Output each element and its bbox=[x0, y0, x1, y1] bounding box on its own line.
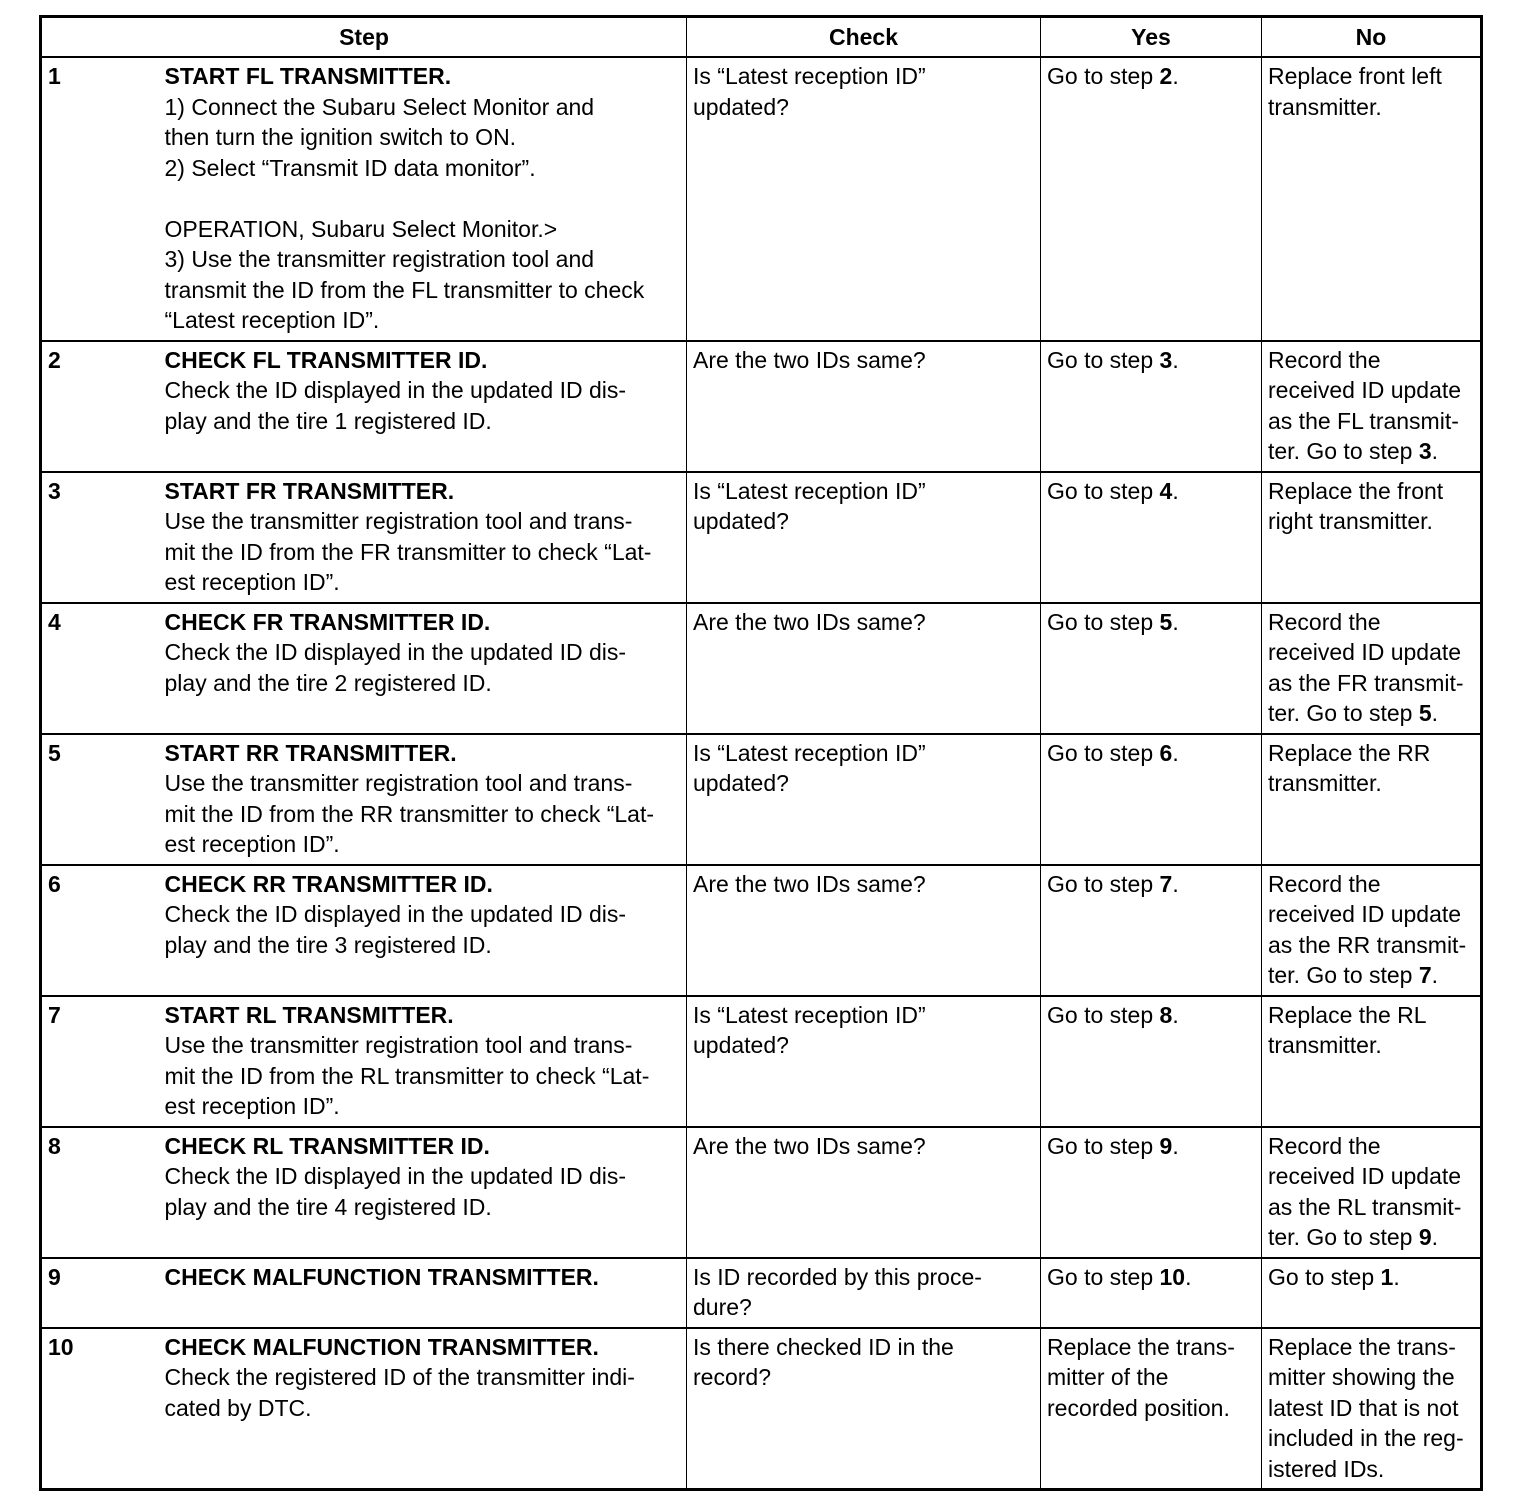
no-line: latest ID that is not bbox=[1268, 1394, 1459, 1421]
no-goto-text: ter. Go to step bbox=[1268, 700, 1419, 726]
no-cell bbox=[1262, 1328, 1482, 1490]
yes-goto-step-number: 5 bbox=[1159, 608, 1173, 635]
header-check: Check bbox=[687, 17, 1041, 58]
no-line: Replace the trans- bbox=[1268, 1333, 1456, 1360]
yes-goto-period: . bbox=[1172, 739, 1179, 766]
no-line: received ID update bbox=[1268, 1163, 1462, 1189]
step-title: CHECK FR TRANSMITTER ID. bbox=[164, 608, 491, 635]
step-number: 6 bbox=[41, 865, 159, 996]
step-title: START RR TRANSMITTER. bbox=[164, 739, 457, 766]
step-description bbox=[159, 1328, 687, 1490]
no-line: transmitter. bbox=[1268, 93, 1382, 120]
check-line: record? bbox=[693, 1364, 771, 1390]
no-cell bbox=[1262, 865, 1482, 996]
yes-goto-step-number: 10 bbox=[1159, 1263, 1186, 1290]
step-desc-line: est reception ID”. bbox=[164, 569, 340, 595]
no-line: Replace the RL bbox=[1268, 1001, 1427, 1028]
no-goto-text: ter. Go to step bbox=[1268, 438, 1419, 464]
no-goto-step-number: 5 bbox=[1418, 700, 1432, 726]
table-row bbox=[41, 996, 1482, 1127]
yes-goto-text: Go to step bbox=[1047, 477, 1160, 504]
step-number: 2 bbox=[41, 341, 159, 472]
yes-goto-period: . bbox=[1172, 608, 1179, 635]
yes-goto-text: Go to step bbox=[1047, 608, 1160, 635]
step-desc-line: mit the ID from the FR transmitter to check “Lat- bbox=[164, 538, 652, 565]
yes-goto-text: Go to step bbox=[1047, 1132, 1160, 1159]
yes-goto bbox=[1047, 1131, 1256, 1162]
step-number: 4 bbox=[41, 603, 159, 734]
step-number: 8 bbox=[41, 1127, 159, 1258]
check-line: Is “Latest reception ID” bbox=[693, 477, 926, 504]
table-row bbox=[41, 472, 1482, 603]
step-desc-line: 3) Use the transmitter registration tool and bbox=[164, 246, 595, 272]
step-title: CHECK RR TRANSMITTER ID. bbox=[164, 870, 493, 897]
header-step: Step bbox=[41, 17, 687, 58]
table-row bbox=[41, 1328, 1482, 1490]
check-line: Are the two IDs same? bbox=[693, 1132, 926, 1159]
step-desc-line: est reception ID”. bbox=[164, 831, 340, 857]
yes-cell bbox=[1041, 1328, 1262, 1490]
check-cell bbox=[687, 1258, 1041, 1328]
yes-goto-period: . bbox=[1185, 1263, 1192, 1290]
no-goto-period: . bbox=[1431, 962, 1439, 988]
step-desc-line: OPERATION, Subaru Select Monitor.> bbox=[164, 215, 558, 242]
yes-line: Replace the trans- bbox=[1047, 1333, 1235, 1360]
yes-goto-period: . bbox=[1172, 1001, 1179, 1028]
check-line: Is “Latest reception ID” bbox=[693, 1001, 926, 1028]
step-desc-line: cated by DTC. bbox=[164, 1394, 312, 1421]
no-goto-step-number: 7 bbox=[1418, 962, 1432, 988]
no-cell bbox=[1262, 341, 1482, 472]
step-description bbox=[159, 341, 687, 472]
no-goto-period: . bbox=[1393, 1263, 1400, 1290]
no-goto bbox=[1268, 960, 1475, 991]
check-cell bbox=[687, 603, 1041, 734]
no-line: transmitter. bbox=[1268, 770, 1382, 796]
check-line: Is “Latest reception ID” bbox=[693, 63, 926, 89]
step-description bbox=[159, 603, 687, 734]
yes-cell bbox=[1041, 57, 1262, 341]
yes-goto-step-number: 8 bbox=[1159, 1001, 1173, 1028]
check-line: updated? bbox=[693, 93, 789, 120]
yes-goto-text: Go to step bbox=[1047, 63, 1160, 89]
no-line: right transmitter. bbox=[1268, 508, 1433, 534]
check-cell bbox=[687, 865, 1041, 996]
step-description bbox=[159, 472, 687, 603]
step-title: CHECK RL TRANSMITTER ID. bbox=[164, 1132, 490, 1159]
step-description bbox=[159, 57, 687, 341]
table-row bbox=[41, 865, 1482, 996]
check-line: Are the two IDs same? bbox=[693, 870, 926, 897]
diagnostic-procedure-table bbox=[39, 15, 1483, 1491]
check-cell bbox=[687, 996, 1041, 1127]
no-goto-step-number: 9 bbox=[1418, 1224, 1432, 1250]
table-row bbox=[41, 1258, 1482, 1328]
step-title: START RL TRANSMITTER. bbox=[164, 1001, 454, 1028]
yes-goto-step-number: 2 bbox=[1159, 63, 1173, 89]
step-description bbox=[159, 865, 687, 996]
step-desc-line: then turn the ignition switch to ON. bbox=[164, 124, 517, 150]
no-line: Record the bbox=[1268, 608, 1381, 635]
step-description bbox=[159, 1258, 687, 1328]
yes-goto-step-number: 4 bbox=[1159, 477, 1173, 504]
check-cell bbox=[687, 57, 1041, 341]
step-description bbox=[159, 734, 687, 865]
check-cell bbox=[687, 1127, 1041, 1258]
yes-goto bbox=[1047, 738, 1256, 769]
header-no: No bbox=[1262, 17, 1482, 58]
step-title: CHECK MALFUNCTION TRANSMITTER. bbox=[164, 1263, 599, 1290]
step-number: 10 bbox=[41, 1328, 159, 1490]
yes-goto-step-number: 6 bbox=[1159, 739, 1173, 766]
yes-goto-period: . bbox=[1172, 346, 1179, 373]
yes-goto bbox=[1047, 1000, 1256, 1031]
table-row bbox=[41, 603, 1482, 734]
step-desc-line: mit the ID from the RL transmitter to check “Lat- bbox=[164, 1062, 650, 1089]
no-line: mitter showing the bbox=[1268, 1364, 1455, 1390]
yes-cell bbox=[1041, 1258, 1262, 1328]
yes-goto-text: Go to step bbox=[1047, 739, 1160, 766]
yes-goto-step-number: 9 bbox=[1159, 1132, 1173, 1159]
step-desc-line: Check the ID displayed in the updated ID dis- bbox=[164, 377, 627, 403]
no-line: included in the reg- bbox=[1268, 1425, 1464, 1451]
step-title: CHECK FL TRANSMITTER ID. bbox=[164, 346, 488, 373]
no-goto-period: . bbox=[1431, 700, 1439, 726]
no-goto-period: . bbox=[1431, 438, 1439, 464]
no-goto-step-number: 1 bbox=[1380, 1263, 1394, 1290]
check-line: Are the two IDs same? bbox=[693, 346, 926, 373]
no-goto-step-number: 3 bbox=[1418, 438, 1432, 464]
yes-goto-step-number: 7 bbox=[1159, 870, 1173, 897]
check-line: updated? bbox=[693, 1032, 789, 1058]
no-goto-period: . bbox=[1431, 1224, 1439, 1250]
no-line: transmitter. bbox=[1268, 1032, 1382, 1058]
no-line: Replace front left bbox=[1268, 63, 1442, 89]
yes-goto bbox=[1047, 61, 1256, 92]
yes-goto-period: . bbox=[1172, 1132, 1179, 1159]
yes-cell bbox=[1041, 865, 1262, 996]
no-goto bbox=[1268, 698, 1475, 729]
step-number: 1 bbox=[41, 57, 159, 341]
step-desc-line: Check the ID displayed in the updated ID dis- bbox=[164, 901, 627, 927]
check-line: Is “Latest reception ID” bbox=[693, 739, 926, 766]
yes-cell bbox=[1041, 341, 1262, 472]
step-desc-line: Use the transmitter registration tool and trans- bbox=[164, 508, 633, 534]
no-line: Replace the RR bbox=[1268, 739, 1431, 766]
yes-cell bbox=[1041, 603, 1262, 734]
table-row bbox=[41, 1127, 1482, 1258]
yes-goto-period: . bbox=[1172, 63, 1179, 89]
no-cell bbox=[1262, 1127, 1482, 1258]
no-goto bbox=[1268, 1262, 1475, 1293]
table-row bbox=[41, 57, 1482, 341]
no-cell bbox=[1262, 57, 1482, 341]
yes-goto bbox=[1047, 869, 1256, 900]
step-desc-line: play and the tire 3 registered ID. bbox=[164, 931, 492, 958]
header-row bbox=[41, 17, 1482, 58]
step-desc-line: mit the ID from the RR transmitter to check “Lat- bbox=[164, 800, 655, 827]
step-desc-line: “Latest reception ID”. bbox=[164, 307, 380, 333]
table-row bbox=[41, 341, 1482, 472]
yes-goto-period: . bbox=[1172, 870, 1179, 897]
no-cell bbox=[1262, 603, 1482, 734]
step-desc-line: play and the tire 4 registered ID. bbox=[164, 1193, 492, 1220]
table-row bbox=[41, 734, 1482, 865]
table-body bbox=[41, 57, 1482, 1490]
check-line: Is ID recorded by this proce- bbox=[693, 1263, 982, 1290]
step-desc-line: 2) Select “Transmit ID data monitor”. bbox=[164, 154, 536, 181]
no-line: received ID update bbox=[1268, 377, 1462, 403]
check-cell bbox=[687, 341, 1041, 472]
yes-goto bbox=[1047, 607, 1256, 638]
yes-goto-period: . bbox=[1172, 477, 1179, 504]
yes-goto-text: Go to step bbox=[1047, 1263, 1160, 1290]
step-title: START FL TRANSMITTER. bbox=[164, 63, 452, 89]
header-yes: Yes bbox=[1041, 17, 1262, 58]
step-number: 5 bbox=[41, 734, 159, 865]
check-line: Is there checked ID in the bbox=[693, 1333, 954, 1360]
step-title: START FR TRANSMITTER. bbox=[164, 477, 455, 504]
step-number: 3 bbox=[41, 472, 159, 603]
no-goto bbox=[1268, 436, 1475, 467]
step-desc-line: Use the transmitter registration tool and trans- bbox=[164, 1032, 633, 1058]
step-description bbox=[159, 996, 687, 1127]
no-line: istered IDs. bbox=[1268, 1455, 1385, 1482]
no-line: received ID update bbox=[1268, 639, 1462, 665]
step-desc-line bbox=[165, 183, 682, 214]
no-line: as the FR transmit- bbox=[1268, 669, 1464, 696]
check-cell bbox=[687, 472, 1041, 603]
yes-goto-step-number: 3 bbox=[1159, 346, 1173, 373]
no-line: as the FL transmit- bbox=[1268, 407, 1459, 434]
no-line: received ID update bbox=[1268, 901, 1462, 927]
yes-goto-text: Go to step bbox=[1047, 346, 1160, 373]
no-line: Replace the front bbox=[1268, 477, 1444, 504]
yes-goto bbox=[1047, 1262, 1256, 1293]
no-cell bbox=[1262, 996, 1482, 1127]
yes-line: recorded position. bbox=[1047, 1394, 1230, 1421]
check-line: dure? bbox=[693, 1294, 752, 1320]
yes-line: mitter of the bbox=[1047, 1364, 1169, 1390]
no-line: as the RL transmit- bbox=[1268, 1193, 1462, 1220]
check-cell bbox=[687, 1328, 1041, 1490]
no-goto-text: ter. Go to step bbox=[1268, 1224, 1419, 1250]
check-line: updated? bbox=[693, 770, 789, 796]
yes-cell bbox=[1041, 472, 1262, 603]
check-line: updated? bbox=[693, 508, 789, 534]
no-goto-text: Go to step bbox=[1268, 1263, 1381, 1290]
no-cell bbox=[1262, 472, 1482, 603]
yes-goto-text: Go to step bbox=[1047, 870, 1160, 897]
no-goto bbox=[1268, 1222, 1475, 1253]
step-desc-line: Check the ID displayed in the updated ID dis- bbox=[164, 1163, 627, 1189]
step-number: 9 bbox=[41, 1258, 159, 1328]
no-line: Record the bbox=[1268, 346, 1381, 373]
yes-cell bbox=[1041, 1127, 1262, 1258]
step-title: CHECK MALFUNCTION TRANSMITTER. bbox=[164, 1333, 599, 1360]
yes-goto bbox=[1047, 476, 1256, 507]
yes-cell bbox=[1041, 996, 1262, 1127]
yes-cell bbox=[1041, 734, 1262, 865]
step-desc-line: transmit the ID from the FL transmitter to check bbox=[164, 276, 645, 303]
check-line: Are the two IDs same? bbox=[693, 608, 926, 635]
step-desc-line: play and the tire 2 registered ID. bbox=[164, 669, 492, 696]
step-desc-line: Use the transmitter registration tool and trans- bbox=[164, 770, 633, 796]
step-desc-line: Check the registered ID of the transmitter indi- bbox=[164, 1364, 635, 1390]
yes-goto bbox=[1047, 345, 1256, 376]
no-cell bbox=[1262, 734, 1482, 865]
step-desc-line: play and the tire 1 registered ID. bbox=[164, 407, 492, 434]
step-description bbox=[159, 1127, 687, 1258]
no-line: Record the bbox=[1268, 1132, 1381, 1159]
no-line: as the RR transmit- bbox=[1268, 931, 1467, 958]
step-desc-line: est reception ID”. bbox=[164, 1093, 340, 1119]
yes-goto-text: Go to step bbox=[1047, 1001, 1160, 1028]
check-cell bbox=[687, 734, 1041, 865]
step-number: 7 bbox=[41, 996, 159, 1127]
step-desc-line: Check the ID displayed in the updated ID dis- bbox=[164, 639, 627, 665]
no-line: Record the bbox=[1268, 870, 1381, 897]
no-cell bbox=[1262, 1258, 1482, 1328]
step-desc-line: 1) Connect the Subaru Select Monitor and bbox=[164, 93, 595, 120]
no-goto-text: ter. Go to step bbox=[1268, 962, 1419, 988]
